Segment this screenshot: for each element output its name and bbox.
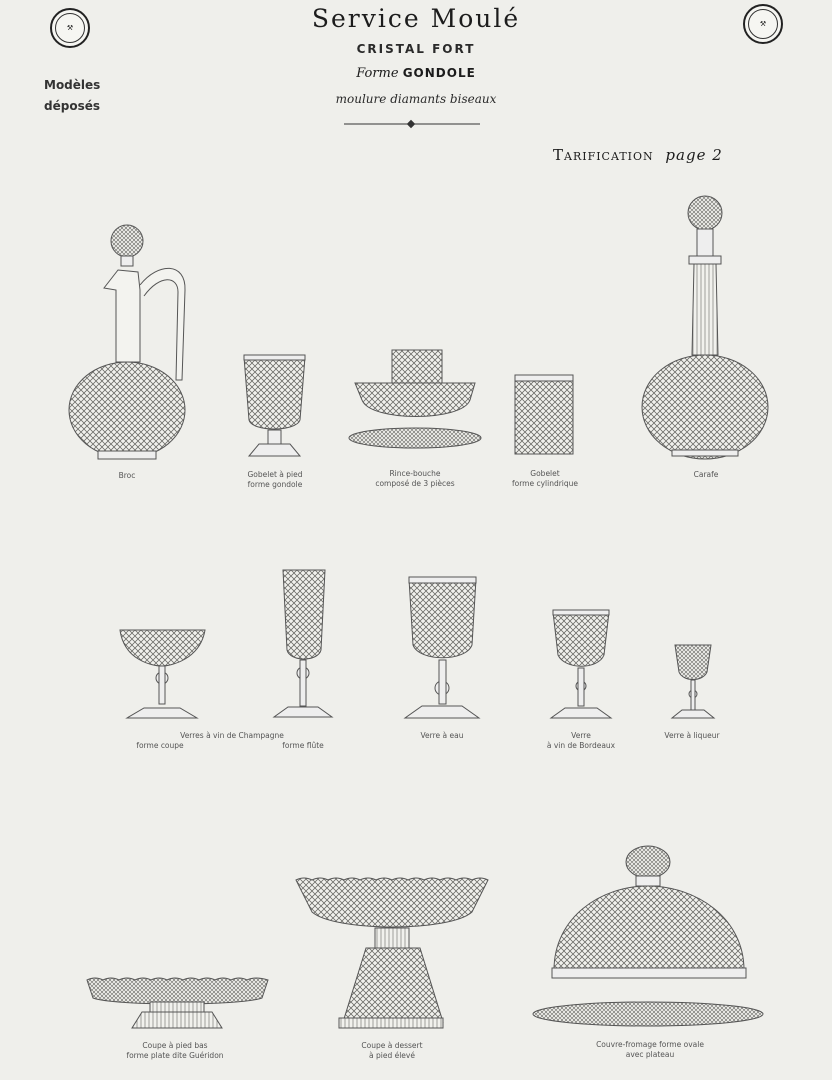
gobelet-pied-illustration — [244, 355, 305, 456]
caption-champagne-flute-line: forme flûte — [282, 741, 324, 750]
caption-coupe-pied-bas-line-2: forme plate dite Guéridon — [126, 1051, 224, 1060]
caption-champagne-flute — [268, 741, 338, 751]
caption-carafe — [676, 470, 736, 480]
maker-seal-right-icon: ⚒ — [743, 4, 783, 44]
caption-couvre-fromage — [570, 1040, 730, 1060]
caption-couvre-fromage-line-2: avec plateau — [625, 1050, 675, 1059]
coupe-pied-bas-illustration — [87, 978, 268, 1028]
caption-verre-bordeaux — [536, 731, 626, 751]
coupe-dessert-illustration — [296, 878, 488, 1028]
caption-couvre-fromage-line-1: Couvre-fromage forme ovale — [596, 1040, 704, 1049]
caption-rince-bouche-line-1: Rince-bouche — [389, 469, 441, 478]
broc-illustration — [69, 225, 185, 459]
forme-name: GONDOLE — [402, 66, 476, 80]
caption-coupe-pied-bas-line-1: Coupe à pied bas — [142, 1041, 208, 1050]
rince-bouche-illustration — [349, 350, 481, 448]
caption-verre-eau — [402, 731, 482, 741]
forme-label: Forme — [356, 66, 399, 81]
moulure-text: moulure diamants biseaux — [335, 92, 497, 106]
champagne-coupe-illustration — [120, 630, 205, 718]
caption-gobelet-pied — [235, 470, 315, 490]
modeles-line-2: déposés — [44, 99, 100, 113]
caption-verre-bordeaux-line-2: à vin de Bordeaux — [546, 741, 616, 750]
caption-verre-liqueur-line: Verre à liqueur — [664, 731, 720, 740]
caption-verre-bordeaux-line-1: Verre — [571, 731, 591, 740]
caption-coupe-pied-bas — [110, 1041, 240, 1061]
verre-liqueur-illustration — [672, 645, 714, 718]
maker-seal-left-icon: ⚒ — [50, 8, 90, 48]
couvre-fromage-illustration — [533, 846, 763, 1026]
champagne-flute-illustration — [274, 570, 332, 717]
caption-rince-bouche-line-2: composé de 3 pièces — [375, 479, 455, 488]
caption-coupe-dessert — [337, 1041, 447, 1061]
caption-champagne-heading — [162, 731, 302, 741]
caption-rince-bouche — [355, 469, 475, 489]
caption-coupe-dessert-line-1: Coupe à dessert — [361, 1041, 423, 1050]
caption-gobelet-pied-line-2: forme gondole — [247, 480, 303, 489]
verre-eau-illustration — [405, 577, 479, 718]
caption-verre-eau-line: Verre à eau — [420, 731, 464, 740]
caption-gobelet — [500, 469, 590, 489]
caption-champagne-coupe-line: forme coupe — [136, 741, 184, 750]
caption-coupe-dessert-line-2: à pied élevé — [369, 1051, 415, 1060]
caption-gobelet-pied-line-1: Gobelet à pied — [247, 470, 303, 479]
page-title: Service Moulé — [311, 4, 521, 33]
caption-verre-liqueur — [652, 731, 732, 741]
caption-gobelet-line-1: Gobelet — [530, 469, 560, 478]
page-subtitle: CRISTAL FORT — [356, 42, 476, 56]
tarification-page-ref: page 2 — [665, 146, 723, 164]
caption-gobelet-line-2: forme cylindrique — [511, 479, 579, 488]
gobelet-cylindrique-illustration — [515, 375, 573, 454]
carafe-illustration — [642, 196, 768, 459]
caption-carafe-line-1: Carafe — [693, 470, 719, 479]
caption-broc-line-1: Broc — [118, 471, 136, 480]
modeles-line-1: Modèles — [44, 78, 101, 92]
caption-champagne-coupe — [125, 741, 195, 751]
tarification-label: Tarification — [553, 146, 654, 164]
divider-ornament — [344, 120, 480, 128]
verre-bordeaux-illustration — [551, 610, 611, 718]
caption-broc — [97, 471, 157, 481]
caption-champagne-line-1: Verres à vin de Champagne — [180, 731, 284, 740]
